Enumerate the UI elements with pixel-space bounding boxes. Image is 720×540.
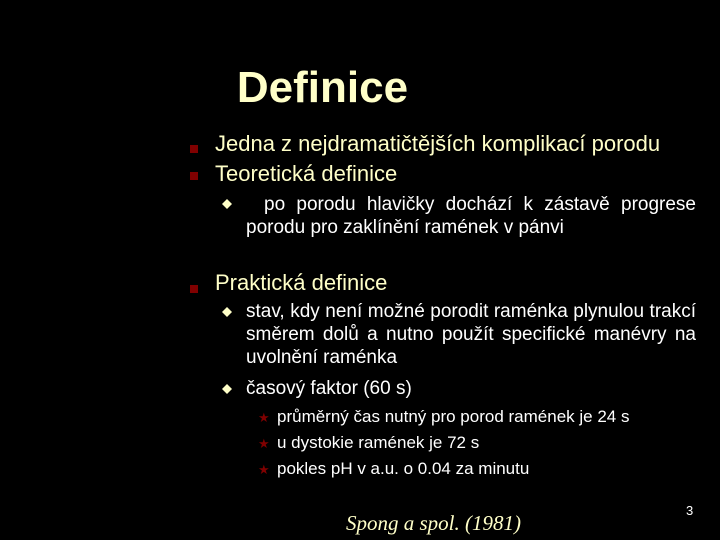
diamond-bullet-icon: [222, 307, 232, 317]
sub-sub-bullet-item: pokles pH v a.u. o 0.04 za minutu: [277, 459, 530, 478]
slide-title: Definice: [236, 63, 409, 112]
diamond-bullet-icon: [222, 384, 232, 394]
sub-bullet-item: časový faktor (60 s): [246, 378, 412, 399]
square-bullet-icon: [190, 285, 198, 293]
bullet-item: Jedna z nejdramatičtějších komplikací porodu: [215, 131, 661, 156]
square-bullet-icon: [190, 172, 198, 180]
sub-sub-bullet-item: u dystokie ramének je 72 s: [277, 433, 480, 452]
source-citation: Spong a spol. (1981): [346, 511, 521, 535]
diamond-bullet-icon: [222, 199, 232, 209]
bullet-item: Praktická definice: [215, 270, 388, 295]
sub-sub-bullet-item: průměrný čas nutný pro porod ramének je 24 s: [277, 407, 630, 426]
star-bullet-icon: ★: [258, 410, 270, 425]
bullet-item: Teoretická definice: [215, 161, 398, 186]
star-bullet-icon: ★: [258, 436, 270, 451]
square-bullet-icon: [190, 145, 198, 153]
star-bullet-icon: ★: [258, 462, 270, 477]
page-number: 3: [686, 503, 694, 518]
sub-bullet-item: po porodu hlavičky dochází k zástavě progrese porodu pro zaklínění ramének v pánvi: [246, 194, 696, 238]
sub-bullet-item: stav, kdy není možné porodit raménka plynulou trakcí směrem dolů a nutno použít specifické manévry na uvolnění raménka: [246, 301, 696, 368]
